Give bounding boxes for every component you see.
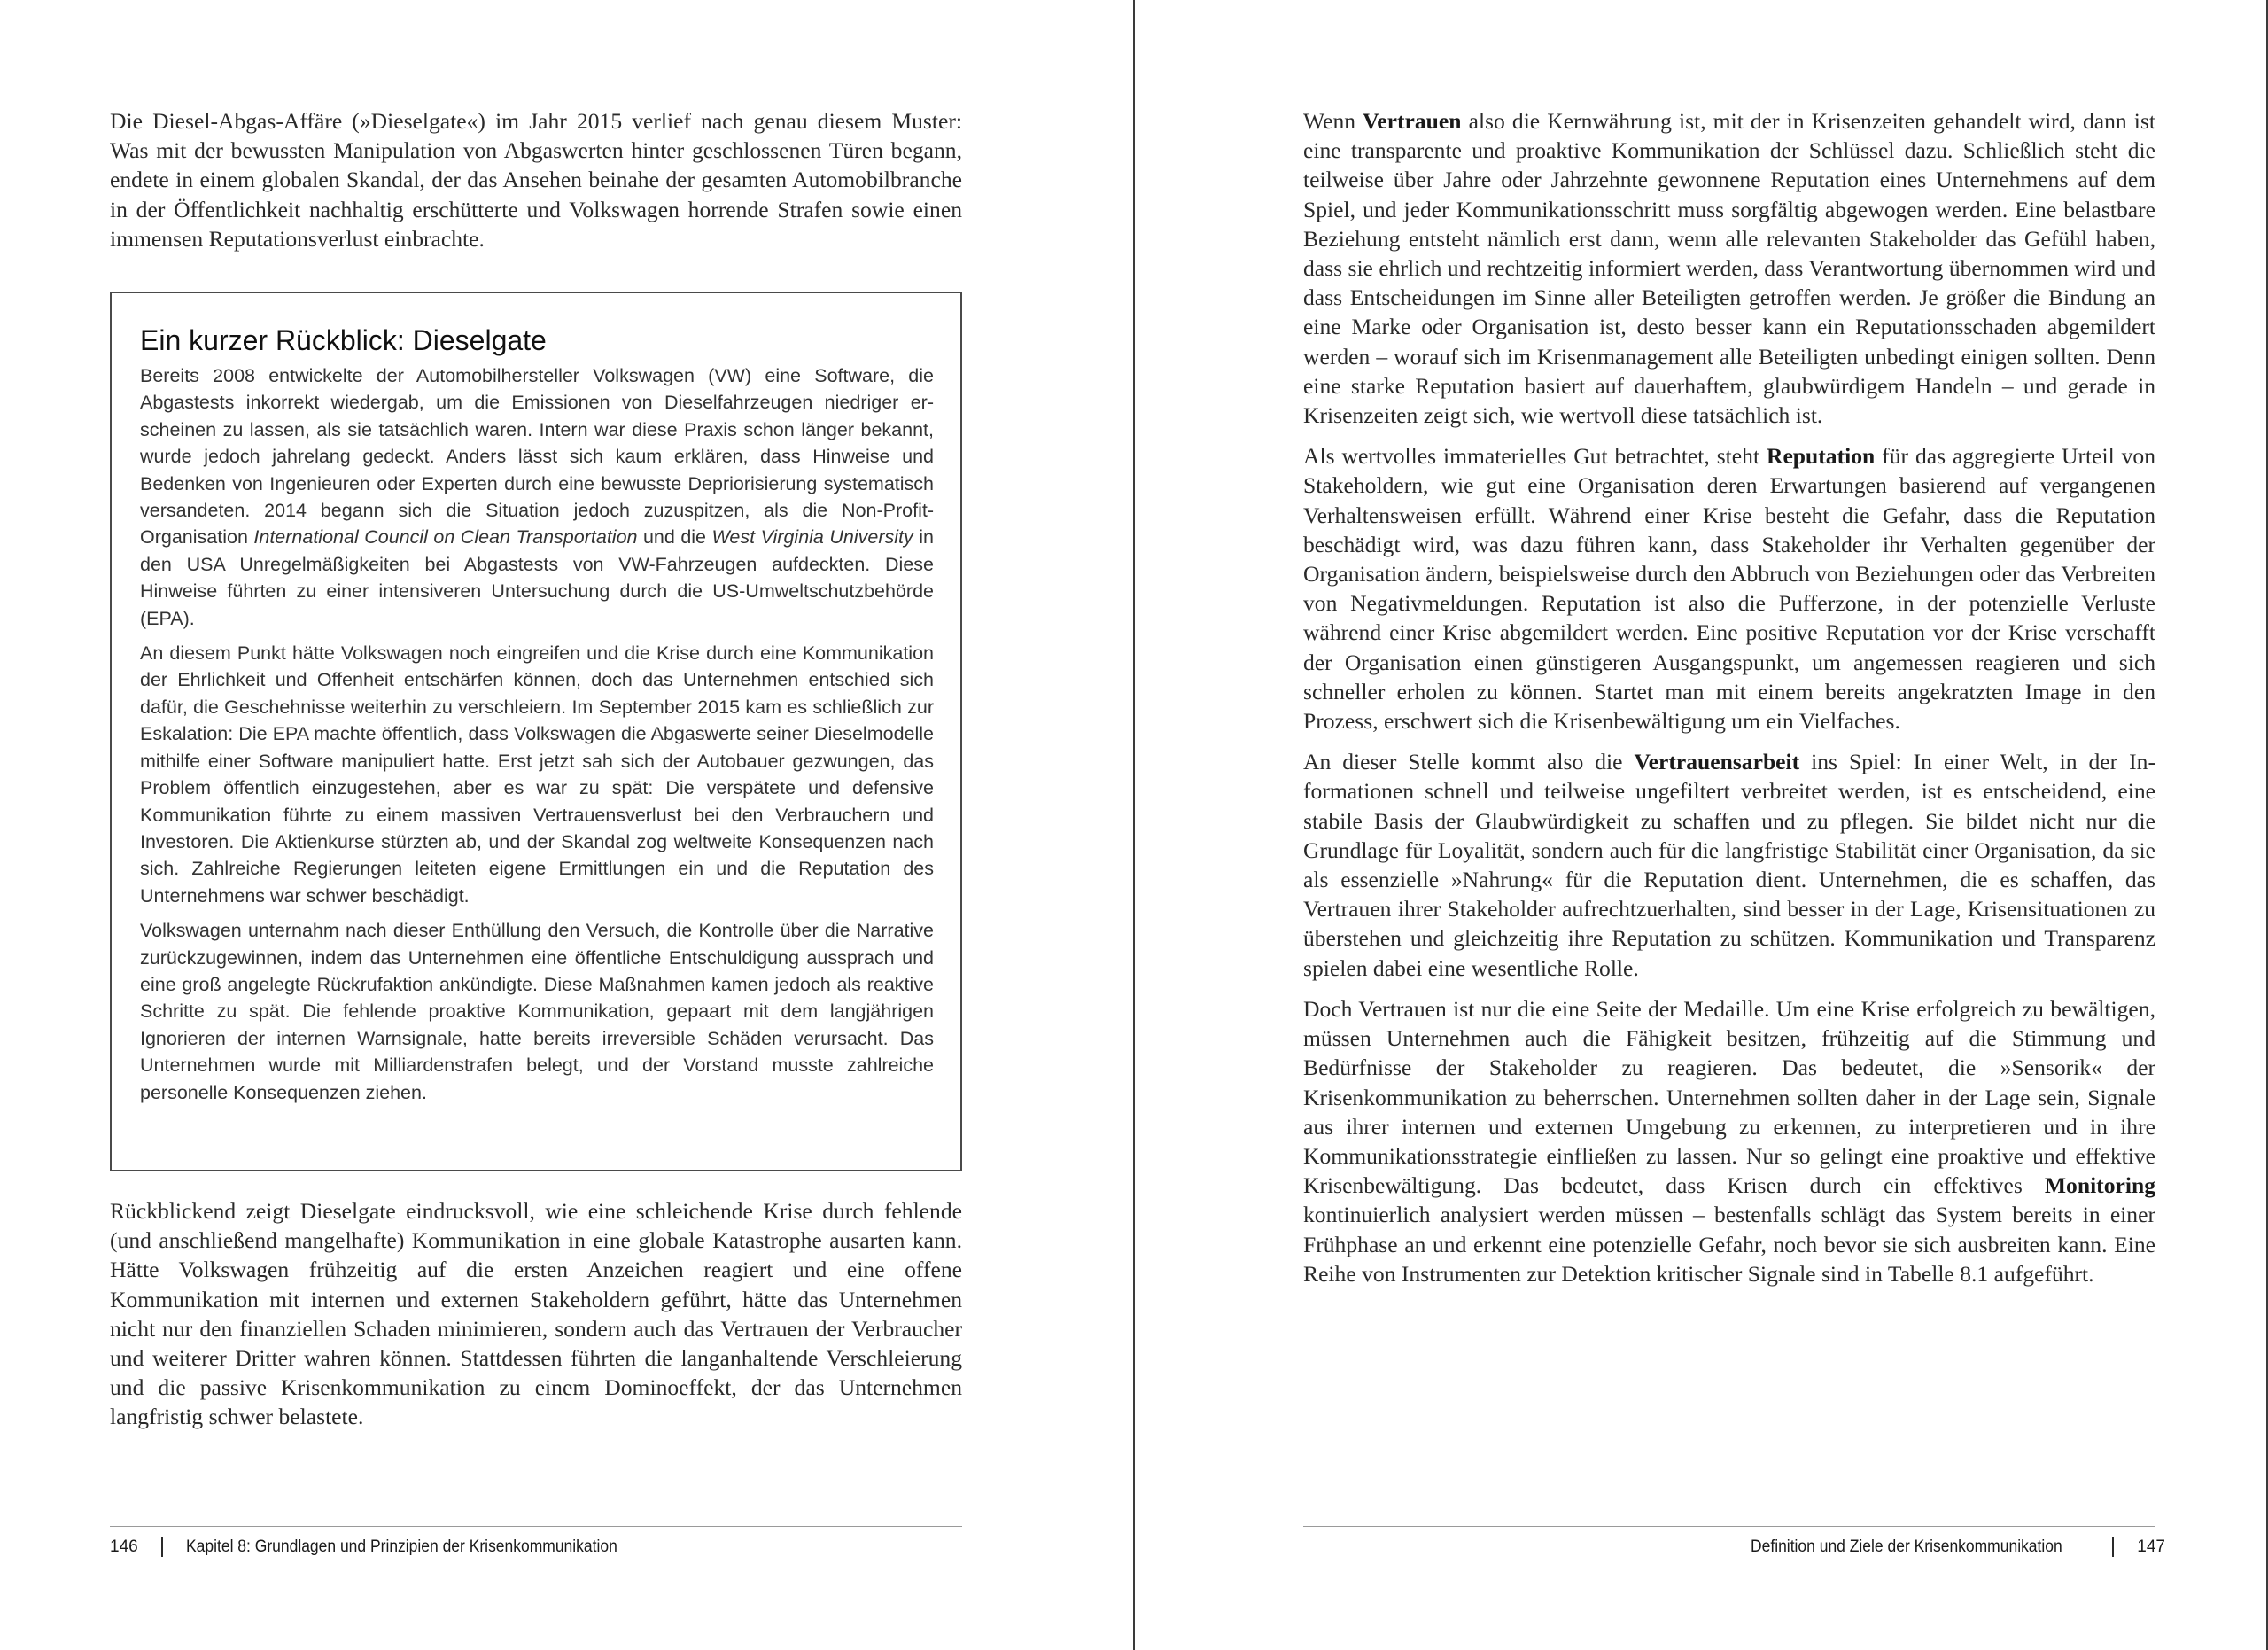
right-p3-text-a: An dieser Stelle kommt also die: [1303, 749, 1635, 775]
right-p2-bold-term: Reputation: [1766, 443, 1876, 470]
right-p4-bold-term: Monitoring: [2044, 1172, 2155, 1199]
right-footer-rule: [1303, 1526, 2155, 1527]
right-paragraph-1: [1303, 106, 2155, 430]
left-footer: [110, 1536, 655, 1559]
left-footer-rule: [110, 1526, 962, 1527]
left-chapter-title: Kapitel 8: Grundlagen und Prinzipien der Krisenkommunikation: [185, 1537, 617, 1556]
right-body-text: [1303, 106, 2155, 1300]
info-box-paragraph-3: Volkswagen unternahm nach dieser Enthüllung den Versuch, die Kontrolle über die Narrative zurückzugewinnen, indem das Unternehmen eine öffentliche Entschuldigung aussprach und eine groß angelegte Rückrufaktion ankündigte. Diese Maßnahmen kamen jedoch als reaktive Schritte zu spät. Die fehlende proaktive Kommunikation, gepaart mit dem langjährigen Ignorieren der internen Warnsignale, hatte bereits irreversible Schäden verursacht. Das Unternehmen wurde mit Milliardenstrafen belegt, und der Vorstand musste zahlreiche personelle Konsequenzen ziehen.: [140, 920, 934, 1103]
right-p1-text-a: Wenn: [1303, 108, 1363, 134]
info-box-p1-italic-icct: International Council on Clean Transportation: [253, 526, 638, 549]
right-p3-bold-term: Vertrauensarbeit: [1634, 749, 1800, 775]
right-p2-text-b: für das aggregierte Urteil von Stakeholdern, wie gut eine Organisation deren Erwartungen basierend auf vergangenen Verhaltensweisen erfüllt. Während einer Krise besteht die Gefahr, dass die Reputation beschädigt wird, was dazu führen kann, dass Stakeholder ihr Verhalten gegenüber der Organisation ändern, beispielsweise durch den Abbruch von Beziehungen oder das Verbreiten von Negativmeldungen. Reputation ist also die Pufferzone, in der potenzielle Verluste während einer Krise abgemildert werden. Eine positive Reputation vor der Krise verschafft der Organisation einen günstigeren Ausgangspunkt, um angemessen reagieren und sich schneller erholen zu können. Startet man mit einem bereits angekratzten Image in den Prozess, erschwert sich die Krisenbewältigung um ein Vielfaches.: [1303, 443, 2155, 735]
left-page-number: 146: [110, 1537, 138, 1556]
info-box-p1-italic-wvu: West Virginia University: [711, 526, 913, 549]
right-p1-text-b: also die Kernwährung ist, mit der in Krisenzeiten gehandelt wird, dann ist eine transparente und proaktive Kommunikation der Schlüssel dazu. Schließlich steht die teilweise über Jahre oder Jahrzehnte gewonnene Reputation eines Unternehmens auf dem Spiel, und jeder Kommunikationsschritt muss sorgfältig abgewogen werden. Eine belastbare Beziehung entsteht nämlich erst dann, wenn alle relevanten Stakeholder das Gefühl haben, dass sie ehrlich und rechtzeitig informiert werden, dass Verantwortung übernommen wird und dass Entscheidungen im Sinne aller Beteiligten getroffen werden. Je größer die Bindung an eine Marke oder Organisation ist, desto besser kann ein Reputationsschaden abgemildert werden – worauf sich im Krisenmanagement alle Beteiligten unbedingt einigen sollten. Denn eine starke Reputation basiert auf dauerhaftem, glaubwürdigem Handeln – und gerade in Krisenzeiten zeigt sich, wie wertvoll diese tatsächlich ist.: [1303, 108, 2155, 429]
right-p3-text-b: ins Spiel: In einer Welt, in der Informationen schnell und teilweise ungefiltert verbreitet werden, ist es entscheidend, eine stabile Basis der Glaubwürdigkeit zu schaffen und zu pflegen. Sie bildet nicht nur die Grundlage für Loyalität, sondern auch für die langfristige Stabilität einer Organisation, da sie als essenzielle »Nahrung« für die Reputation dient. Unternehmen, die es schaffen, das Vertrauen ihrer Stakeholder aufrechtzuerhalten, sind besser in der Lage, Krisensituationen zu überstehen und gleichzeitig ihre Reputation zu schützen. Kommunikation und Transparenz spielen dabei eine wesentliche Rolle.: [1303, 749, 2155, 981]
right-p4-text-a: Doch Vertrauen ist nur die eine Seite der Medaille. Um eine Krise erfolgreich zu bewältigen, müssen Unternehmen auch die Fähigkeit besitzen, frühzeitig auf die Stimmung und Bedürfnisse der Stakeholder zu reagieren. Das bedeutet, die »Sensorik« der Krisenkommunikation zu beherrschen. Unternehmen sollten daher in der Lage sein, Signale aus ihrer internen und externen Umgebung zu erkennen, zu interpretieren und in ihre Kommunikationsstrategie einfließen zu lassen. Nur so gelingt eine proaktive und effektive Krisenbewältigung. Das bedeutet, dass Krisen durch ein effektives: [1303, 995, 2155, 1199]
info-box-p1-text-c: in den USA Unregelmäßigkeiten bei Abgastests von VW-Fahrzeugen aufdeckten. Diese Hinweise führten zu einer intensiveren Untersuchung durch die US-Umweltschutzbehörde (EPA).: [140, 526, 934, 629]
info-box-p1-text-b: und die: [637, 526, 712, 549]
right-paragraph-3: [1303, 747, 2155, 983]
right-page: [1135, 0, 2268, 1650]
right-page-number: 147: [2137, 1537, 2165, 1556]
left-intro-text: [110, 106, 962, 265]
right-footer: [1751, 1536, 2165, 1559]
info-box-paragraph-1: [140, 362, 934, 632]
info-box-heading: Ein kurzer Rückblick: Dieselgate: [140, 324, 547, 356]
right-p2-text-a: Als wertvolles immaterielles Gut betrachtet, steht: [1303, 443, 1767, 470]
info-box-paragraph-2: An diesem Punkt hätte Volkswagen noch eingreifen und die Krise durch eine Kommunikation der Ehrlichkeit und Offenheit entschärfen können, doch das Unternehmen entschied sich dafür, die Geschehnisse weiterhin zu verschleiern. Im September 2015 kam es schließlich zur Eskalation: Die EPA machte öffentlich, dass Volkswagen die Abgaswerte seiner Dieselmodelle mithilfe einer Software manipuliert hatte. Erst jetzt sah sich der Autobauer gezwungen, das Problem öffentlich einzugestehen, aber es war zu spät: Die verspätete und defensive Kommunikation führte zu einem massiven Vertrauensverlust bei den Verbrauchern und Investoren. Die Aktienkurse stürzten ab, und der Skandal zog weltweite Konsequenzen nach sich. Zahlreiche Regierungen leiteten eigene Ermittlungen ein und die Reputation des Unternehmens war schwer beschädigt.: [140, 642, 934, 907]
intro-paragraph: Die Diesel-Abgas-Affäre (»Dieselgate«) im Jahr 2015 verlief nach genau diesem Muster: Was mit der bewussten Manipulation von Abgaswerten hinter geschlossenen Türen begann, endete in einem globalen Skandal, der das Ansehen beinahe der gesamten Automobilbranche in der Öffentlichkeit nachhaltig erschütterte und Volkswagen horrende Strafen sowie einen immensen Reputationsverlust einbrachte.: [110, 108, 962, 252]
left-closing-text: [110, 1196, 962, 1432]
right-p4-text-b: kontinuierlich analysiert werden müssen – bestenfalls schlägt das System bereits in einer Frühphase an und erkennt eine potenzielle Gefahr, noch bevor sie sich ausbreiten kann. Eine Reihe von Instrumenten zur Detektion kritischer Signale sind in Tabelle 8.1 aufgeführt.: [1303, 1202, 2155, 1287]
closing-paragraph: Rückblickend zeigt Dieselgate eindrucksvoll, wie eine schleichende Krise durch fehlende (und anschließend mangelhafte) Kommunikation in eine globale Katastrophe ausarten kann. Hätte Volkswagen frühzeitig auf die ersten Anzeichen reagiert und eine offene Kommunikation mit internen und externen Stakeholdern geführt, hätte das Unternehmen nicht nur den finanziellen Schaden minimieren, sondern auch das Vertrauen der Verbraucher und weiterer Dritter wahren können. Stattdessen führten die langanhaltende Verschleierung und die passive Krisenkommunikation zu einem Dominoeffekt, der das Unternehmen langfristig schwer belastete.: [110, 1198, 962, 1430]
right-paragraph-4: [1303, 994, 2155, 1288]
right-p1-bold-term: Vertrauen: [1363, 108, 1462, 134]
right-paragraph-2: [1303, 441, 2155, 735]
info-box-dieselgate: [110, 292, 962, 1171]
info-box-p1-text-a: Bereits 2008 entwickelte der Automobilhersteller Volkswagen (VW) eine Software, die Abgastests inkorrekt wiedergab, um die Emissionen von Dieselfahrzeugen niedriger erscheinen zu lassen, als sie tatsächlich waren. Intern war diese Praxis schon länger bekannt, wurde jedoch jahrelang gedeckt. Anders lässt sich kaum erklären, dass Hinweise und Bedenken von Ingenieuren oder Experten durch eine bewusste Depriorisierung systematisch versandeten. 2014 begann sich die Situation jedoch zuzuspitzen, als die Non-Profit-Organisation: [140, 365, 934, 549]
footer-separator: [2112, 1537, 2114, 1557]
footer-separator: [161, 1537, 163, 1557]
right-section-title: Definition und Ziele der Krisenkommunikation: [1750, 1537, 2062, 1556]
